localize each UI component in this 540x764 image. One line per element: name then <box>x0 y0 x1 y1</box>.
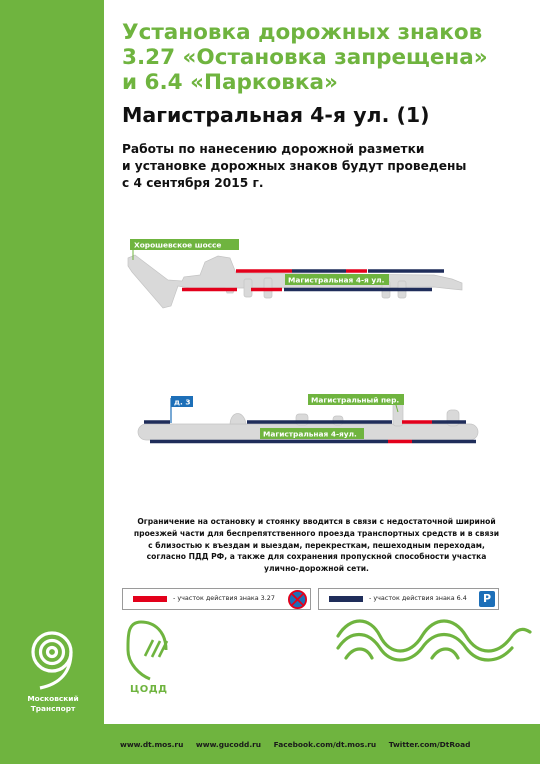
label-street-lower <box>260 428 364 439</box>
map-upper <box>128 239 462 308</box>
codd-logo-icon <box>128 622 167 679</box>
street-heading: Магистральная 4-я ул. (1) <box>122 103 430 127</box>
moscow-transport-name <box>8 694 98 713</box>
notice-line: проезжей части для беспрепятственного проезда транспортных средств и в связи <box>133 528 500 538</box>
legend-parking <box>318 588 499 610</box>
building-number: д. 3 <box>174 397 191 407</box>
parking-sign-letter: P <box>482 592 492 605</box>
intro-line: Работы по нанесению дорожной разметки <box>122 142 425 156</box>
moscow-transport-logo-icon <box>33 633 71 688</box>
link-dt-mos[interactable]: www.dt.mos.ru <box>120 740 184 749</box>
notice-line: согласно ПДД РФ, а также для сохранения пропускной способности участка <box>146 552 487 562</box>
label-building <box>171 396 193 423</box>
footer-links <box>120 740 479 749</box>
intro-line: с 4 сентября 2015 г. <box>122 176 264 190</box>
title-line: и 6.4 «Парковка» <box>122 70 338 95</box>
legend-swatch-navy <box>329 596 363 602</box>
link-facebook[interactable]: Facebook.com/dt.mos.ru <box>273 740 377 749</box>
legend-no-stopping <box>122 588 311 610</box>
restriction-notice <box>122 516 511 575</box>
label-lane <box>308 394 404 412</box>
legend-no-stopping-text: - участок действия знака 3.27 <box>173 594 275 602</box>
title-line: 3.27 «Остановка запрещена» <box>122 45 488 70</box>
link-twitter[interactable]: Twitter.com/DtRoad <box>388 740 471 749</box>
link-gucodd[interactable]: www.gucodd.ru <box>195 740 262 749</box>
notice-line: Ограничение на остановку и стоянку вводится в связи с недостаточной шириной <box>137 517 496 526</box>
title-line: Установка дорожных знаков <box>122 20 483 45</box>
no-stopping-sign-icon <box>288 590 307 609</box>
notice-line: с близостью к въездам и выездам, перекресткам, пешеходным переходам, <box>148 540 485 550</box>
label-street-upper <box>285 274 389 285</box>
intro-line: и установке дорожных знаков будут проведены <box>122 159 467 173</box>
brand-line: Московский <box>27 694 79 703</box>
legend-swatch-red <box>133 596 167 602</box>
legend-parking-text: - участок действия знака 6.4 <box>369 594 467 602</box>
lane-name: Магистральный пер. <box>311 395 400 405</box>
wave-pattern-icon <box>338 621 530 660</box>
brand-line: Транспорт <box>30 703 76 713</box>
codd-name: ЦОДД <box>130 684 168 695</box>
notice-line: улично-дорожной сети. <box>264 564 369 574</box>
highway-name: Хорошевское шоссе <box>134 240 222 250</box>
map-lower <box>138 394 478 442</box>
street-name: Магистральная 4-яул. <box>263 429 357 439</box>
street-name: Магистральная 4-я ул. <box>288 275 385 285</box>
parking-sign-icon <box>479 591 495 607</box>
